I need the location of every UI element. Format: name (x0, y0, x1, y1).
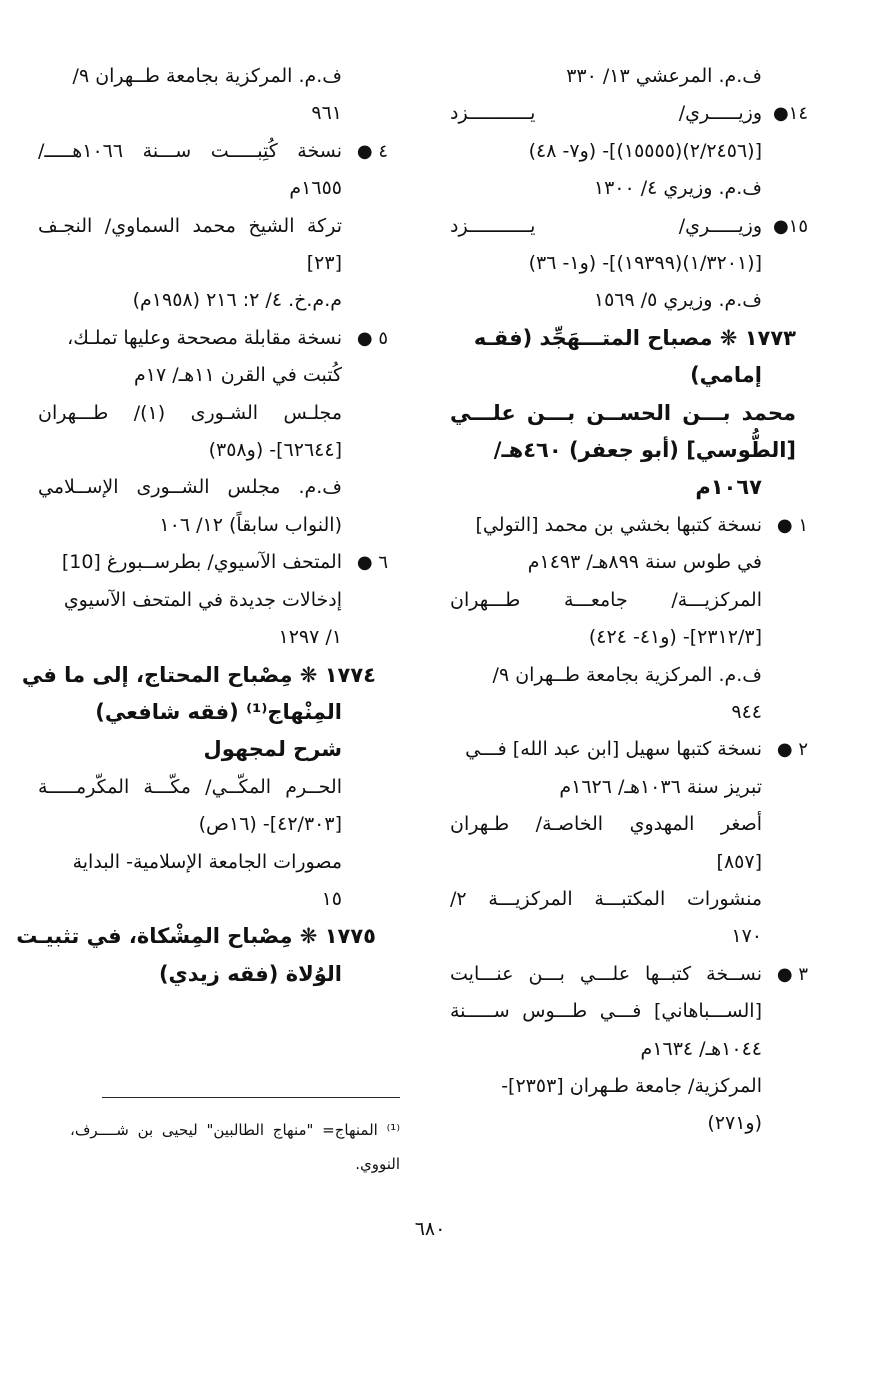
right-column (450, 58, 808, 1143)
line-text: محمد بـــن الحســن بـــن علـــي (450, 400, 796, 425)
page-number: ٦٨٠ (414, 1218, 446, 1240)
line-text: كُتبت في القرن ١١هـ/ ١٧م (134, 364, 342, 387)
line-text: [٤٢/٣٠٣]- (١٦ص) (198, 813, 342, 836)
text-line (38, 357, 376, 394)
line-text: ف.م. المرعشي ١٣/ ٣٣٠ (566, 65, 762, 87)
text-line (38, 282, 376, 319)
left-column (16, 58, 388, 993)
line-text: أصغر المهدوي الخاصـة/ طـهران (450, 813, 762, 836)
text-line (450, 395, 796, 432)
text-line (450, 357, 796, 394)
text-line (38, 245, 376, 282)
text-line (38, 806, 376, 843)
text-line (21, 657, 376, 694)
line-text: المِنْهاج⁽¹⁾ (فقه شافعي) (95, 699, 342, 724)
text-line (38, 95, 376, 132)
line-text: [الســـباهاني] فـــي طـــوس ســـــنة (450, 1000, 762, 1023)
text-line (38, 208, 376, 245)
footnote-line: النووي. (355, 1155, 400, 1173)
line-text: ١٧٠ (731, 925, 762, 948)
text-line (38, 320, 388, 357)
text-line (450, 208, 808, 245)
line-text: ١٠٤٤هـ/ ١٦٣٤م (640, 1037, 762, 1060)
text-line (450, 245, 796, 282)
text-line (16, 918, 376, 955)
line-text: مجلـس الشـورى (١)/ طـــهران (38, 401, 342, 424)
line-text: ف.م. المركزية بجامعة طــهران ٩/ (72, 65, 342, 87)
line-text: إدخالات جديدة في المتحف الآسيوي (63, 588, 342, 611)
line-text: [(١/٣٢٠١)(١٩٣٩٩)]- (و١- ٣٦) (528, 252, 762, 275)
text-line (450, 657, 796, 694)
text-line (450, 582, 796, 619)
line-text: ٩٤٤ (731, 700, 762, 723)
item-number-bullet: ١٥● (772, 215, 808, 237)
text-line (450, 469, 796, 506)
line-text: م.م.خ. ٤/ ٢: ٢١٦ (١٩٥٨م) (132, 289, 342, 312)
line-text: ١٧٧٥ ❋ مِصْباح المِشْكاة، في تثبيـت (16, 924, 376, 949)
line-text: (النواب سابقاً) ١٢/ ١٠٦ (159, 513, 342, 536)
line-text: ١٦٥٥م (289, 177, 342, 200)
text-line (38, 956, 376, 993)
line-text: تركة الشيخ محمد السماوي/ النجـف (38, 214, 342, 237)
line-text: ١٧٧٣ ❋ مصباح المتـــهَجِّد (فقـه (473, 325, 796, 350)
text-line (450, 956, 808, 993)
line-text: وزيـــــري/ يـــــــــــزد (450, 214, 762, 237)
line-text: الوُلاة (فقه زيدي) (158, 961, 342, 986)
item-number-bullet: ١ ● (776, 514, 808, 536)
line-text: (و٢٧١) (707, 1112, 762, 1135)
line-text: ف.م. المركزية بجامعة طــهران ٩/ (492, 663, 762, 686)
text-line (450, 320, 796, 357)
line-text: مصورات الجامعة الإسلامية- البداية (72, 850, 342, 873)
item-number-bullet: ٣ ● (776, 963, 808, 985)
line-text: [الطُّوسي] (أبو جعفر) ٤٦٠هـ/ (493, 438, 796, 463)
line-text: [(٢/٢٤٥٦)(١٥٥٥٥)]- (و٧- ٤٨) (528, 139, 762, 162)
text-line (450, 844, 796, 881)
text-line (450, 731, 808, 768)
text-line (38, 582, 376, 619)
text-line (450, 1105, 796, 1142)
text-line (450, 58, 796, 95)
text-line (450, 282, 796, 319)
line-text: إمامي) (690, 363, 762, 388)
line-text: ١٠٦٧م (695, 475, 762, 500)
text-line (38, 58, 376, 95)
item-number-bullet: ٥ ● (356, 327, 388, 349)
line-text: المركزية/ جامعة طـهران [٢٣٥٣]- (501, 1074, 762, 1097)
text-line (450, 993, 796, 1030)
text-line (38, 844, 376, 881)
text-line (450, 1031, 796, 1068)
text-line (38, 694, 376, 731)
text-line (38, 881, 376, 918)
line-text: ف.م. مجلس الشــورى الإســلامي (38, 476, 342, 499)
text-line (38, 731, 376, 768)
text-line (38, 507, 376, 544)
text-line (450, 1068, 796, 1105)
line-text: نســخة كتبــها علـــي بـــن عنـــايت (450, 962, 762, 985)
text-line (450, 806, 796, 843)
item-number-bullet: ١٤● (772, 103, 808, 125)
line-text: المتحف الآسيوي/ بطرســبورغ [10] (61, 551, 342, 574)
text-line (450, 544, 796, 581)
text-line (38, 395, 376, 432)
text-line (38, 170, 376, 207)
footnote (70, 1113, 400, 1181)
text-line (450, 881, 796, 918)
text-line (38, 469, 376, 506)
line-text: نسخة كُتِبـــــت ســـنة ١٠٦٦هـــــ/ (38, 139, 342, 162)
text-line (450, 769, 796, 806)
text-line (450, 507, 808, 544)
line-text: شرح لمجهول (203, 737, 342, 762)
footnote-separator (102, 1097, 400, 1098)
line-text: [٢٣١٢/٣]- (و٤١- ٤٢٤) (588, 626, 762, 649)
text-line (450, 694, 796, 731)
text-line (38, 619, 376, 656)
line-text: نسخة كتبها سهيل [ابن عبد الله] فـــي (465, 738, 762, 761)
line-text: المركزيـــة/ جامعـــة طـــهران (450, 588, 762, 611)
text-line (450, 432, 796, 469)
text-line (450, 918, 796, 955)
text-line (38, 769, 376, 806)
item-number-bullet: ٦ ● (356, 552, 388, 574)
footnote-line: ⁽¹⁾ المنهاج= "منهاج الطالبين" ليحيى بن شــــرف، (70, 1121, 400, 1139)
text-line (450, 619, 796, 656)
line-text: ١٧٧٤ ❋ مِصْباح المحتاج، إلى ما في (21, 662, 376, 687)
text-line (450, 170, 796, 207)
text-line (38, 133, 388, 170)
line-text: ف.م. وزيري ٥/ ١٥٦٩ (593, 289, 762, 312)
line-text: الحــرم المكّــي/ مكّـــة المكّرمـــــة (38, 775, 342, 798)
text-line (450, 133, 796, 170)
line-text: [٦٢٦٤٤]- (و٣٥٨) (208, 439, 342, 462)
line-text: وزيـــــري/ يـــــــــــزد (450, 102, 762, 125)
line-text: تبريز سنة ١٠٣٦هـ/ ١٦٢٦م (559, 775, 762, 798)
line-text: ٩٦١ (311, 102, 342, 125)
line-text: ١/ ١٢٩٧ (278, 626, 342, 649)
line-text: منشورات المكتبـــة المركزيـــة ٢/ (450, 887, 762, 910)
line-text: نسخة مقابلة مصححة وعليها تملـك، (67, 326, 342, 349)
item-number-bullet: ٤ ● (356, 140, 388, 162)
line-text: ف.م. وزيري ٤/ ١٣٠٠ (593, 177, 762, 200)
line-text: ١٥ (321, 887, 342, 910)
text-line (38, 432, 376, 469)
item-number-bullet: ٢ ● (776, 739, 808, 761)
line-text: [٢٣] (306, 252, 342, 275)
line-text: في طوس سنة ٨٩٩هـ/ ١٤٩٣م (527, 551, 762, 574)
line-text: [٨٥٧] (716, 850, 762, 873)
text-line (450, 95, 808, 132)
text-line (38, 544, 388, 581)
line-text: نسخة كتبها بخشي بن محمد [التولي] (475, 513, 762, 536)
